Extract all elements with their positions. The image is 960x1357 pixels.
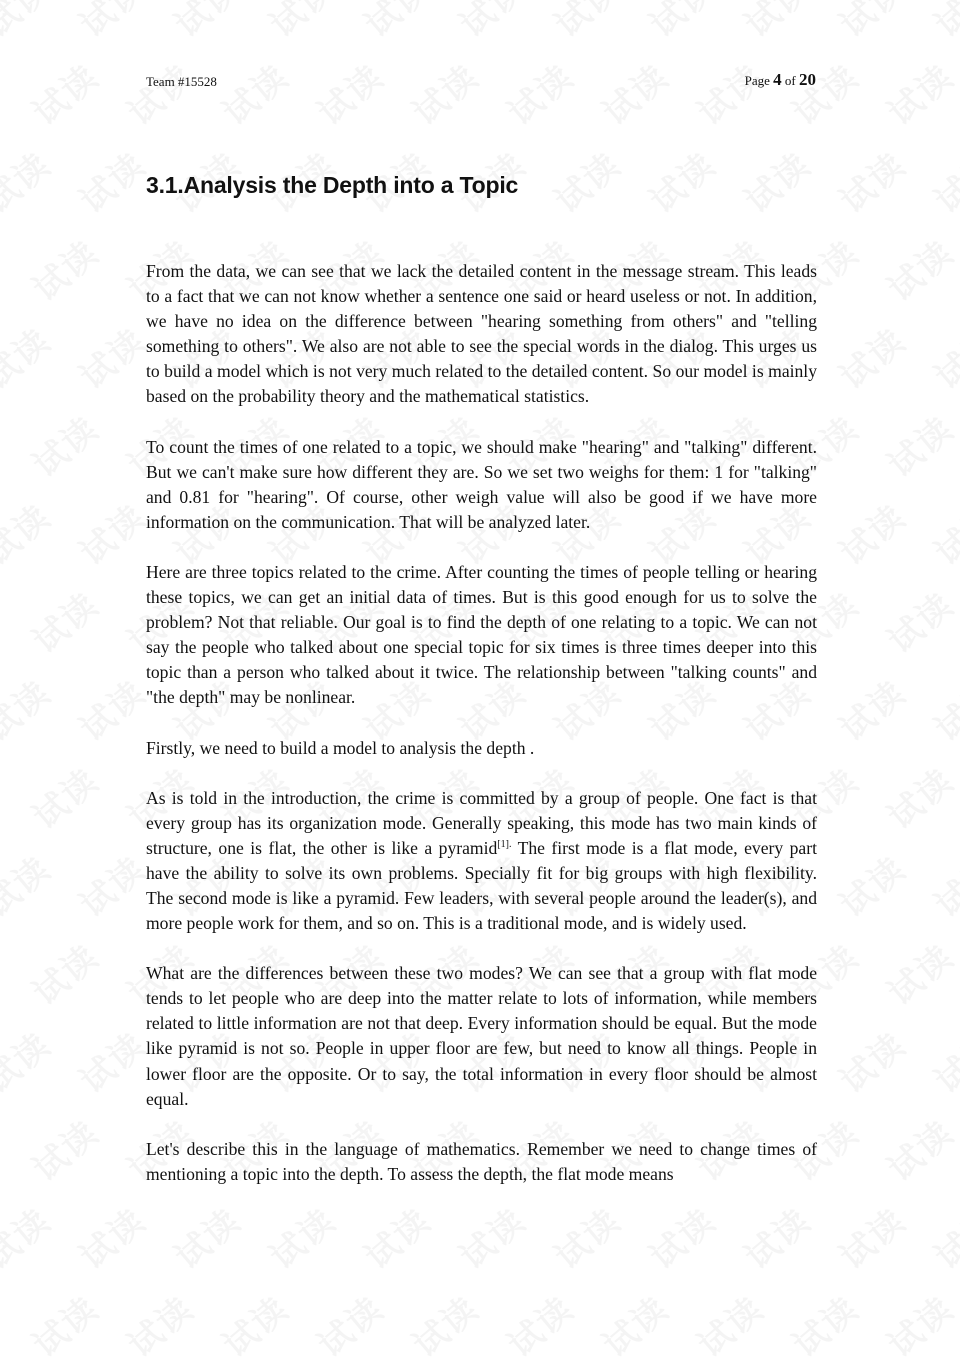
watermark-text bbox=[923, 1019, 960, 1103]
watermark-text bbox=[828, 139, 915, 223]
paragraph-5-before: As is told in the introduction, the crime is committed by a group of people. One fact is that every group has its organization mode. Generally speaking, this mode has two main kinds of structure, one is flat, the other is like a pyramid bbox=[146, 787, 817, 858]
watermark-text bbox=[923, 667, 960, 751]
section-heading: 3.1.Analysis the Depth into a Topic bbox=[146, 172, 519, 198]
watermark-text bbox=[686, 51, 773, 135]
watermark-text bbox=[21, 1107, 108, 1191]
watermark-text bbox=[876, 51, 960, 135]
watermark-text bbox=[876, 755, 960, 839]
page-total: 20 bbox=[799, 70, 816, 89]
watermark-text bbox=[828, 491, 915, 575]
watermark-text bbox=[828, 0, 915, 46]
watermark-text bbox=[543, 0, 630, 46]
watermark-text bbox=[68, 139, 155, 223]
paragraph-5-after: The first mode is a flat mode, every part have the ability to solve its own problems. Specially fit for big groups with high flexibility. The second mode is like a pyramid. Few leaders, with several people around the leader(s), and more people work for them, and so on. This is a traditional mode, and is widely used. bbox=[146, 837, 817, 934]
watermark-text bbox=[876, 1107, 960, 1191]
page-prefix: Page bbox=[744, 73, 770, 88]
watermark-text bbox=[0, 667, 59, 751]
watermark-text bbox=[21, 755, 108, 839]
watermark-text bbox=[68, 491, 155, 575]
watermark-text bbox=[828, 315, 915, 399]
watermark-text bbox=[0, 1195, 59, 1279]
watermark-text bbox=[21, 931, 108, 1015]
watermark-text bbox=[781, 51, 868, 135]
watermark-text bbox=[638, 0, 725, 46]
paragraph-3: Here are three topics related to the crime. After counting the times of people telling or hearing these topics, we can get an initial data of times. But is this good enough for us to solve the problem? Not that reliable. Our goal is to find the depth of one relating to a topic. We can not say the people who talked about one special topic for six times is three times deeper into this topic than a person who talked about it twice. The relationship between "talking counts" and "the depth" may be nonlinear. bbox=[146, 561, 817, 708]
watermark-text bbox=[68, 0, 155, 46]
watermark-text bbox=[116, 1283, 203, 1357]
citation-ref: [1]. bbox=[497, 838, 512, 850]
page-number bbox=[745, 70, 816, 90]
watermark-text bbox=[733, 0, 820, 46]
watermark-text bbox=[496, 51, 583, 135]
watermark-text bbox=[401, 1283, 488, 1357]
watermark-text bbox=[923, 491, 960, 575]
watermark-text bbox=[21, 51, 108, 135]
watermark-text bbox=[353, 0, 440, 46]
team-number: Team #15528 bbox=[146, 74, 217, 89]
watermark-text bbox=[0, 0, 59, 46]
watermark-text bbox=[876, 579, 960, 663]
watermark-text bbox=[591, 1283, 678, 1357]
watermark-text bbox=[306, 1283, 393, 1357]
watermark-text bbox=[923, 315, 960, 399]
watermark-text bbox=[638, 139, 725, 223]
watermark-text bbox=[923, 1195, 960, 1279]
watermark-text bbox=[211, 1283, 298, 1357]
watermark-text bbox=[0, 491, 59, 575]
page-of: of bbox=[784, 73, 796, 88]
watermark-text bbox=[21, 579, 108, 663]
page-current: 4 bbox=[773, 70, 782, 89]
paragraph-5 bbox=[146, 786, 817, 937]
watermark-text bbox=[828, 667, 915, 751]
paragraph-7: Let's describe this in the language of mathematics. Remember we need to change times of mentioning a topic into the depth. To assess the depth, the flat mode means bbox=[146, 1138, 817, 1184]
watermark-text bbox=[21, 1283, 108, 1357]
watermark-text bbox=[496, 1283, 583, 1357]
watermark-text bbox=[781, 1283, 868, 1357]
watermark-text bbox=[733, 139, 820, 223]
body-text bbox=[146, 259, 817, 1212]
watermark-text bbox=[211, 51, 298, 135]
watermark-text bbox=[591, 51, 678, 135]
paragraph-4: Firstly, we need to build a model to analysis the depth . bbox=[146, 737, 535, 758]
watermark-text bbox=[68, 1195, 155, 1279]
watermark-text bbox=[923, 0, 960, 46]
watermark-text bbox=[68, 843, 155, 927]
watermark-text bbox=[876, 403, 960, 487]
watermark-text bbox=[923, 139, 960, 223]
watermark-text bbox=[163, 0, 250, 46]
paragraph-2: To count the times of one related to a topic, we should make "hearing" and "talking" different. But we can't make sure how different they are. So we set two weighs for them: 1 for "talking" and 0.81 for "hearing". Of course, other weigh value will also be good if we have more information on the communication. That will be analyzed later. bbox=[146, 436, 817, 532]
watermark-text bbox=[68, 667, 155, 751]
watermark-text bbox=[0, 1019, 59, 1103]
watermark-text bbox=[686, 1283, 773, 1357]
watermark-text bbox=[0, 843, 59, 927]
watermark-text bbox=[828, 843, 915, 927]
watermark-text bbox=[923, 843, 960, 927]
watermark-text bbox=[448, 0, 535, 46]
watermark-text bbox=[0, 315, 59, 399]
watermark-text bbox=[401, 51, 488, 135]
watermark-text bbox=[543, 139, 630, 223]
watermark-text bbox=[116, 51, 203, 135]
watermark-text bbox=[0, 139, 59, 223]
watermark-text bbox=[21, 227, 108, 311]
watermark-text bbox=[828, 1019, 915, 1103]
watermark-text bbox=[68, 315, 155, 399]
watermark-text bbox=[876, 227, 960, 311]
page-header bbox=[146, 70, 816, 92]
paragraph-1: From the data, we can see that we lack the detailed content in the message stream. This leads to a fact that we can not know whether a sentence one said or heard useless or not. In addition, we have no idea on the difference between "hearing something from others" and "telling something to others". We also are not able to see the special words in the dialog. This urges us to build a model which is not very much related to the detailed content. So our model is mainly based on the probability theory and the mathematical statistics. bbox=[146, 261, 817, 407]
watermark-text bbox=[828, 1195, 915, 1279]
watermark-text bbox=[21, 403, 108, 487]
watermark-text bbox=[876, 931, 960, 1015]
watermark-text bbox=[258, 0, 345, 46]
watermark-text bbox=[306, 51, 393, 135]
watermark-text bbox=[876, 1283, 960, 1357]
watermark-text bbox=[68, 1019, 155, 1103]
paragraph-6: What are the differences between these two modes? We can see that a group with flat mode tends to let people who are deep into the matter relate to lots of information, while members related to little information are not that deep. Every information should be equal. But the mode like pyramid is not so. People in upper floor are few, but need to know all things. People in lower floor are the opposite. Or to say, the total information in every floor should be almost equal. bbox=[146, 963, 817, 1109]
